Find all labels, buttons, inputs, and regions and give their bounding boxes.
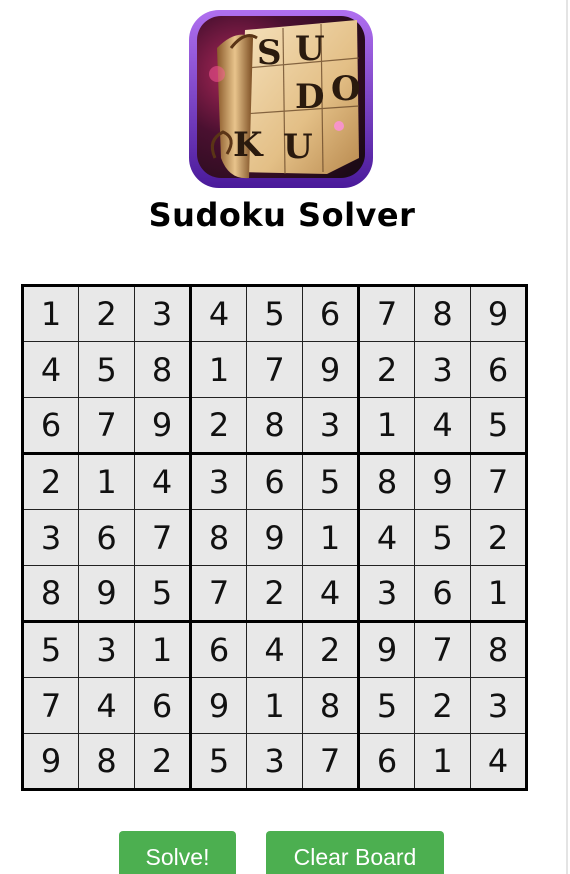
sudoku-cell[interactable]: 7 bbox=[191, 566, 247, 622]
sudoku-cell[interactable]: 2 bbox=[303, 622, 359, 678]
sudoku-cell[interactable]: 4 bbox=[359, 510, 415, 566]
sudoku-cell[interactable]: 2 bbox=[359, 342, 415, 398]
board-row bbox=[23, 286, 527, 342]
sudoku-cell[interactable]: 9 bbox=[471, 286, 527, 342]
sudoku-cell[interactable]: 8 bbox=[303, 678, 359, 734]
sudoku-cell[interactable]: 5 bbox=[471, 398, 527, 454]
sudoku-cell[interactable]: 7 bbox=[135, 510, 191, 566]
clear-board-button[interactable]: Clear Board bbox=[266, 831, 444, 874]
sudoku-cell[interactable]: 2 bbox=[415, 678, 471, 734]
sudoku-cell[interactable]: 6 bbox=[415, 566, 471, 622]
sudoku-cell[interactable]: 8 bbox=[359, 454, 415, 510]
sudoku-cell[interactable]: 2 bbox=[135, 734, 191, 790]
sudoku-cell[interactable]: 3 bbox=[303, 398, 359, 454]
sudoku-cell[interactable]: 6 bbox=[23, 398, 79, 454]
board-row bbox=[23, 510, 527, 566]
board-row bbox=[23, 342, 527, 398]
sudoku-cell[interactable]: 1 bbox=[135, 622, 191, 678]
sudoku-cell[interactable]: 6 bbox=[303, 286, 359, 342]
sudoku-cell[interactable]: 3 bbox=[415, 342, 471, 398]
sudoku-cell[interactable]: 2 bbox=[79, 286, 135, 342]
sudoku-cell[interactable]: 5 bbox=[359, 678, 415, 734]
logo-letter: O bbox=[331, 69, 361, 109]
sudoku-cell[interactable]: 4 bbox=[191, 286, 247, 342]
sudoku-cell[interactable]: 9 bbox=[247, 510, 303, 566]
board-row bbox=[23, 622, 527, 678]
sudoku-cell[interactable]: 2 bbox=[471, 510, 527, 566]
sudoku-cell[interactable]: 3 bbox=[359, 566, 415, 622]
sudoku-cell[interactable]: 3 bbox=[247, 734, 303, 790]
sudoku-cell[interactable]: 5 bbox=[247, 286, 303, 342]
sudoku-board bbox=[21, 284, 528, 791]
sudoku-cell[interactable]: 7 bbox=[79, 398, 135, 454]
sudoku-cell[interactable]: 2 bbox=[191, 398, 247, 454]
sudoku-cell[interactable]: 1 bbox=[303, 510, 359, 566]
sudoku-cell[interactable]: 3 bbox=[79, 622, 135, 678]
logo-letter: K bbox=[233, 125, 263, 165]
solve-button[interactable]: Solve! bbox=[119, 831, 236, 874]
sudoku-cell[interactable]: 7 bbox=[23, 678, 79, 734]
sudoku-cell[interactable]: 5 bbox=[303, 454, 359, 510]
sudoku-cell[interactable]: 5 bbox=[79, 342, 135, 398]
sudoku-cell[interactable]: 9 bbox=[191, 678, 247, 734]
board-row bbox=[23, 734, 527, 790]
sudoku-cell[interactable]: 5 bbox=[23, 622, 79, 678]
logo-letter: U bbox=[283, 127, 313, 167]
board-row bbox=[23, 454, 527, 510]
sudoku-cell[interactable]: 8 bbox=[415, 286, 471, 342]
sudoku-cell[interactable]: 7 bbox=[471, 454, 527, 510]
sudoku-cell[interactable]: 3 bbox=[23, 510, 79, 566]
sudoku-cell[interactable]: 8 bbox=[471, 622, 527, 678]
sudoku-cell[interactable]: 7 bbox=[415, 622, 471, 678]
sudoku-cell[interactable]: 1 bbox=[191, 342, 247, 398]
sudoku-cell[interactable]: 4 bbox=[23, 342, 79, 398]
sudoku-cell[interactable]: 4 bbox=[79, 678, 135, 734]
sudoku-cell[interactable]: 1 bbox=[247, 678, 303, 734]
sudoku-cell[interactable]: 7 bbox=[359, 286, 415, 342]
sudoku-cell[interactable]: 9 bbox=[135, 398, 191, 454]
sudoku-cell[interactable]: 1 bbox=[415, 734, 471, 790]
page-scrollbar-edge bbox=[566, 0, 568, 874]
sudoku-cell[interactable]: 6 bbox=[191, 622, 247, 678]
sudoku-cell[interactable]: 4 bbox=[471, 734, 527, 790]
sudoku-cell[interactable]: 8 bbox=[23, 566, 79, 622]
sudoku-cell[interactable]: 6 bbox=[135, 678, 191, 734]
sudoku-cell[interactable]: 3 bbox=[471, 678, 527, 734]
sudoku-cell[interactable]: 4 bbox=[415, 398, 471, 454]
sudoku-cell[interactable]: 9 bbox=[303, 342, 359, 398]
sudoku-cell[interactable]: 3 bbox=[191, 454, 247, 510]
sudoku-cell[interactable]: 5 bbox=[135, 566, 191, 622]
sudoku-cell[interactable]: 1 bbox=[23, 286, 79, 342]
sudoku-cell[interactable]: 9 bbox=[79, 566, 135, 622]
sudoku-cell[interactable]: 2 bbox=[247, 566, 303, 622]
sudoku-cell[interactable]: 1 bbox=[79, 454, 135, 510]
sudoku-cell[interactable]: 5 bbox=[415, 510, 471, 566]
sudoku-cell[interactable]: 7 bbox=[247, 342, 303, 398]
sudoku-cell[interactable]: 6 bbox=[79, 510, 135, 566]
sudoku-cell[interactable]: 6 bbox=[247, 454, 303, 510]
sudoku-cell[interactable]: 6 bbox=[359, 734, 415, 790]
sudoku-cell[interactable]: 4 bbox=[247, 622, 303, 678]
sudoku-cell[interactable]: 9 bbox=[415, 454, 471, 510]
sudoku-cell[interactable]: 4 bbox=[135, 454, 191, 510]
board-row bbox=[23, 678, 527, 734]
sudoku-cell[interactable]: 8 bbox=[79, 734, 135, 790]
sudoku-cell[interactable]: 2 bbox=[23, 454, 79, 510]
board-row bbox=[23, 566, 527, 622]
page-title: Sudoku Solver bbox=[148, 196, 416, 234]
logo-letter: U bbox=[295, 29, 325, 69]
sudoku-cell[interactable]: 7 bbox=[303, 734, 359, 790]
sudoku-cell[interactable]: 8 bbox=[247, 398, 303, 454]
sudoku-cell[interactable]: 5 bbox=[191, 734, 247, 790]
sudoku-cell[interactable]: 6 bbox=[471, 342, 527, 398]
sudoku-cell[interactable]: 8 bbox=[135, 342, 191, 398]
sudoku-cell[interactable]: 9 bbox=[359, 622, 415, 678]
logo-letter: D bbox=[295, 77, 325, 117]
sudoku-cell[interactable]: 8 bbox=[191, 510, 247, 566]
sudoku-cell[interactable]: 9 bbox=[23, 734, 79, 790]
board-row bbox=[23, 398, 527, 454]
sudoku-cell[interactable]: 1 bbox=[359, 398, 415, 454]
sudoku-logo-icon bbox=[187, 8, 375, 190]
logo-letter: S bbox=[257, 33, 282, 73]
sudoku-cell[interactable]: 1 bbox=[471, 566, 527, 622]
sudoku-cell[interactable]: 4 bbox=[303, 566, 359, 622]
sudoku-cell[interactable]: 3 bbox=[135, 286, 191, 342]
